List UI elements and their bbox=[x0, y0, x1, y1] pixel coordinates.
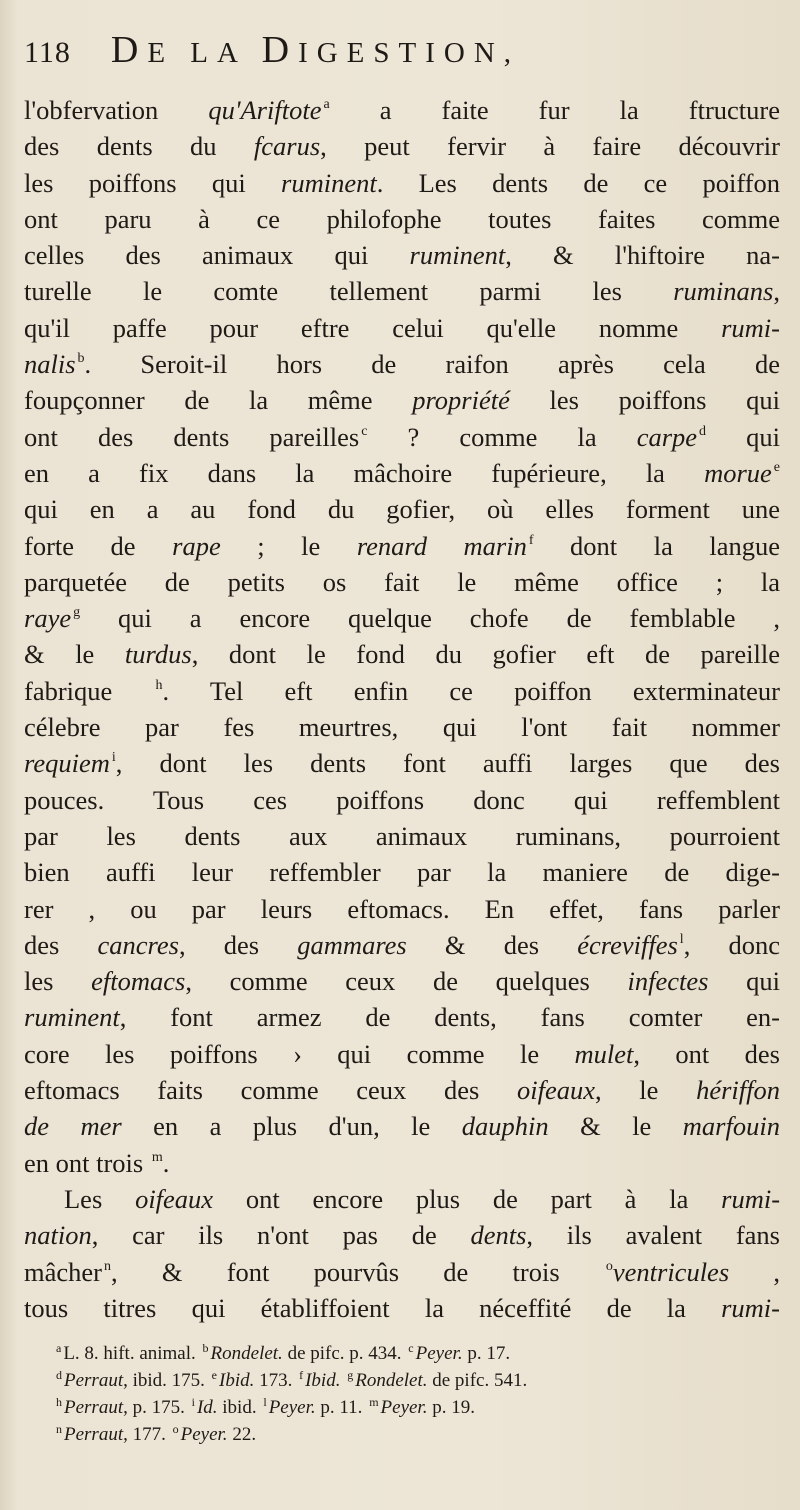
footnote-marker: l bbox=[679, 931, 684, 947]
footnote-marker: a bbox=[56, 1341, 62, 1356]
footnote-marker: n bbox=[103, 1258, 111, 1274]
text-line bbox=[24, 927, 780, 963]
footnote-marker: g bbox=[347, 1368, 354, 1383]
text-run: célebre par fes meurtres, qui l'ont fait nommer bbox=[24, 712, 780, 743]
footnote-marker: m bbox=[151, 1149, 163, 1165]
italic-term: qu'Ariftote bbox=[208, 95, 322, 125]
footnote-marker: d bbox=[56, 1368, 62, 1383]
text-line bbox=[24, 600, 780, 636]
text-run: bien auffi leur reffembler par la maniere de dige- bbox=[24, 857, 780, 888]
text-line bbox=[24, 1217, 780, 1253]
page-number: 118 bbox=[24, 36, 71, 69]
italic-term: turdus bbox=[124, 639, 192, 670]
text-line bbox=[24, 237, 780, 273]
text-run: qui a encore quelque chofe de femblable , bbox=[80, 603, 780, 634]
text-run: , font armez de dents, fans comter en- bbox=[119, 1002, 780, 1033]
text-line bbox=[24, 673, 780, 709]
text-run: , dont les dents font auffi larges que des bbox=[115, 748, 780, 779]
footnote-marker: b bbox=[77, 351, 85, 367]
text-run: p. 17. bbox=[462, 1343, 511, 1365]
text-run: qui en a au fond du gofier, où elles forment une bbox=[24, 494, 780, 525]
text-line bbox=[24, 92, 780, 128]
footnote-marker: f bbox=[299, 1368, 304, 1383]
italic-term: requiem bbox=[24, 748, 110, 779]
text-line bbox=[24, 128, 780, 164]
text-run: , ont des bbox=[633, 1038, 780, 1069]
text-line bbox=[24, 382, 780, 418]
text-line bbox=[24, 165, 780, 201]
text-run: mâcher bbox=[24, 1256, 102, 1287]
body-text bbox=[24, 92, 780, 1326]
text-run: , donc bbox=[683, 929, 781, 960]
text-run: , bbox=[773, 276, 780, 307]
text-line bbox=[24, 564, 780, 600]
italic-term: Rondelet. bbox=[210, 1343, 283, 1365]
italic-term: ruminent bbox=[409, 240, 506, 271]
italic-term: propriété bbox=[412, 385, 510, 416]
footnote-marker: i bbox=[111, 750, 116, 766]
footnote-marker: o bbox=[172, 1422, 179, 1437]
footnote-marker: l bbox=[263, 1395, 267, 1410]
text-line bbox=[24, 636, 780, 672]
italic-term: mulet bbox=[574, 1038, 634, 1069]
text-line bbox=[24, 528, 780, 564]
text-run: p. 19. bbox=[427, 1397, 475, 1419]
italic-term: Perraut bbox=[64, 1397, 124, 1419]
text-run: ont des dents pareilles bbox=[24, 421, 360, 452]
footnote-line bbox=[54, 1367, 780, 1394]
text-run: , peut fervir à faire découvrir bbox=[320, 131, 780, 162]
text-run: 173. bbox=[254, 1370, 298, 1392]
text-line bbox=[24, 709, 780, 745]
text-line bbox=[24, 419, 780, 455]
text-run: , dont le fond du gofier eft de pareille bbox=[191, 639, 780, 670]
footnote-marker: h bbox=[56, 1395, 62, 1410]
running-title bbox=[111, 28, 520, 72]
italic-term: infectes bbox=[627, 966, 709, 997]
italic-term: Peyer. bbox=[415, 1343, 463, 1365]
text-run: ; le bbox=[220, 530, 357, 561]
text-run: qui bbox=[706, 421, 780, 452]
text-run: . Seroit-il hors de raifon après cela de bbox=[84, 349, 780, 380]
text-run: core les poiffons › qui comme le bbox=[24, 1038, 575, 1069]
italic-term: oifeaux bbox=[516, 1075, 595, 1106]
text-run: & le bbox=[548, 1111, 683, 1142]
text-line bbox=[24, 455, 780, 491]
footnote-line bbox=[54, 1340, 780, 1367]
page-header bbox=[24, 28, 780, 90]
text-run: , bbox=[729, 1256, 781, 1287]
text-run: les poiffons qui bbox=[24, 167, 281, 198]
text-line bbox=[24, 1254, 780, 1290]
text-run: , car ils n'ont pas de bbox=[91, 1220, 471, 1251]
text-run: , ils avalent fans bbox=[526, 1220, 780, 1251]
footnote-marker: a bbox=[323, 97, 330, 112]
italic-term: nalis bbox=[24, 349, 76, 380]
text-run: les poiffons qui bbox=[509, 385, 780, 416]
running-title-initial-1: D bbox=[110, 29, 148, 71]
text-run: 22. bbox=[227, 1424, 257, 1446]
text-line bbox=[24, 491, 780, 527]
italic-term: ventricules bbox=[612, 1256, 730, 1287]
footnote-marker: c bbox=[361, 423, 368, 439]
text-line bbox=[24, 891, 780, 927]
text-run: , p. 175. bbox=[123, 1397, 190, 1419]
footnote-line bbox=[54, 1421, 780, 1448]
text-run: ont paru à ce philofophe toutes faites comme bbox=[24, 203, 780, 234]
text-line bbox=[24, 1072, 780, 1108]
footnote-marker: h bbox=[155, 677, 163, 693]
text-run bbox=[340, 1370, 345, 1391]
italic-term: oifeaux bbox=[135, 1183, 214, 1214]
italic-term: écreviffes bbox=[577, 929, 678, 960]
italic-term: morue bbox=[704, 457, 772, 488]
italic-term: rumi- bbox=[721, 1183, 781, 1214]
footnote-marker: d bbox=[699, 423, 707, 439]
text-line bbox=[24, 346, 780, 382]
italic-term: eftomacs bbox=[91, 966, 186, 997]
italic-term: renard marin bbox=[356, 530, 527, 561]
text-run: qu'il paffe pour eftre celui qu'elle nomme bbox=[24, 312, 722, 343]
text-run: l'obfervation bbox=[24, 95, 209, 125]
footnote-marker: e bbox=[773, 459, 780, 475]
italic-term: nation bbox=[24, 1220, 92, 1251]
text-run: L. 8. hift. animal. bbox=[63, 1343, 201, 1365]
text-run: eftomacs faits comme ceux des bbox=[24, 1075, 517, 1106]
text-run: , ibid. 175. bbox=[123, 1370, 210, 1392]
text-run: de pifc. p. 434. bbox=[282, 1343, 407, 1365]
running-title-initial-2: D bbox=[261, 29, 299, 71]
text-run: rer , ou par leurs eftomacs. En effet, fans parler bbox=[24, 893, 780, 924]
italic-term: marfouin bbox=[682, 1111, 780, 1142]
text-run: ont encore plus de part à la bbox=[213, 1183, 722, 1214]
text-run: p. 11. bbox=[315, 1397, 368, 1419]
italic-term: Peyer. bbox=[180, 1424, 228, 1446]
text-run: celles des animaux qui bbox=[24, 240, 410, 271]
text-run: , & l'hiftoire na- bbox=[505, 240, 780, 271]
italic-term: Peyer. bbox=[380, 1397, 428, 1419]
italic-term: raye bbox=[24, 603, 72, 634]
text-run: . Tel eft enfin ce poiffon exterminateur bbox=[162, 675, 780, 706]
text-line bbox=[24, 1145, 780, 1181]
footnote-marker: n bbox=[56, 1422, 62, 1437]
text-line bbox=[24, 782, 780, 818]
text-run: pouces. Tous ces poiffons donc qui reffemblent bbox=[24, 784, 780, 815]
text-run: tous titres qui établiffoient la néceffité de la bbox=[24, 1292, 722, 1323]
italic-term: dauphin bbox=[461, 1111, 549, 1142]
text-run: de pifc. 541. bbox=[427, 1370, 528, 1392]
text-run: par les dents aux animaux ruminans, pourroient bbox=[24, 820, 780, 851]
text-run: en a fix dans la mâchoire fupérieure, la bbox=[24, 457, 705, 488]
italic-term: cancres bbox=[97, 929, 179, 960]
text-run: & des bbox=[406, 929, 578, 960]
text-run: fabrique bbox=[24, 675, 154, 706]
text-run: des dents du bbox=[24, 131, 254, 162]
italic-term: gammares bbox=[297, 929, 407, 960]
text-run: , le bbox=[594, 1075, 697, 1106]
text-line bbox=[24, 818, 780, 854]
text-line bbox=[24, 310, 780, 346]
text-run: , 177. bbox=[123, 1424, 171, 1446]
italic-term: de mer bbox=[24, 1111, 122, 1142]
text-run: parquetée de petits os fait le même office ; la bbox=[24, 566, 780, 597]
italic-term: Rondelet. bbox=[355, 1370, 428, 1392]
italic-term: Ibid. bbox=[305, 1370, 341, 1392]
italic-term: rumi- bbox=[721, 1292, 780, 1323]
footnote-marker: m bbox=[369, 1395, 379, 1410]
text-run: ? comme la bbox=[367, 421, 637, 452]
italic-term: ruminent bbox=[24, 1002, 120, 1033]
text-line bbox=[24, 273, 780, 309]
italic-term: Peyer. bbox=[268, 1397, 316, 1419]
running-title-part-1: E LA bbox=[147, 37, 262, 69]
text-run: en ont trois bbox=[24, 1147, 150, 1178]
text-run: les bbox=[24, 966, 92, 997]
italic-term: ruminent bbox=[281, 167, 377, 198]
footnote-marker: c bbox=[408, 1341, 414, 1356]
italic-term: Id. bbox=[196, 1397, 218, 1419]
text-line bbox=[24, 854, 780, 890]
text-line bbox=[24, 1108, 780, 1144]
text-run: des bbox=[24, 929, 98, 960]
text-line bbox=[24, 1036, 780, 1072]
italic-term: Ibid. bbox=[219, 1370, 255, 1392]
italic-term: fcarus bbox=[253, 131, 321, 162]
footnote-marker: i bbox=[191, 1395, 195, 1410]
italic-term: dents bbox=[470, 1220, 527, 1251]
text-line bbox=[24, 1181, 780, 1217]
footnote-marker: f bbox=[528, 532, 534, 548]
text-run: , & font pourvûs de trois bbox=[110, 1256, 604, 1287]
italic-term: carpe bbox=[636, 421, 698, 452]
italic-term: Perraut bbox=[64, 1424, 124, 1446]
text-line bbox=[24, 963, 780, 999]
footnote-marker: b bbox=[202, 1341, 209, 1356]
text-run: en a plus d'un, le bbox=[121, 1111, 462, 1142]
italic-term: hériffon bbox=[696, 1075, 780, 1106]
italic-term: Perraut bbox=[64, 1370, 124, 1392]
text-run: Les bbox=[64, 1183, 136, 1214]
text-run: a faite fur la ftructure bbox=[329, 95, 780, 125]
italic-term: rape bbox=[172, 530, 221, 561]
text-line bbox=[24, 201, 780, 237]
text-line bbox=[24, 1290, 780, 1326]
running-title-part-2: IGESTION, bbox=[298, 37, 521, 69]
text-run: dont la langue bbox=[533, 530, 781, 561]
footnote-marker: o bbox=[605, 1258, 613, 1274]
italic-term: ruminans bbox=[673, 276, 774, 307]
text-run: . bbox=[162, 1147, 170, 1178]
text-run: , des bbox=[178, 929, 298, 960]
italic-term: rumi- bbox=[721, 312, 780, 343]
text-run: , comme ceux de quelques bbox=[185, 966, 628, 997]
text-run: ibid. bbox=[217, 1397, 262, 1419]
text-run: qui bbox=[708, 966, 781, 997]
footnotes bbox=[24, 1340, 780, 1448]
footnote-marker: e bbox=[211, 1368, 217, 1383]
text-run: . Les dents de ce poiffon bbox=[376, 167, 780, 198]
text-run: foupçonner de la même bbox=[24, 385, 413, 416]
footnote-marker: g bbox=[73, 605, 81, 621]
text-run: & le bbox=[24, 639, 125, 670]
text-run: turelle le comte tellement parmi les bbox=[24, 276, 674, 307]
text-line bbox=[24, 745, 780, 781]
footnote-line bbox=[54, 1394, 780, 1421]
text-line bbox=[24, 999, 780, 1035]
text-run: forte de bbox=[24, 530, 173, 561]
